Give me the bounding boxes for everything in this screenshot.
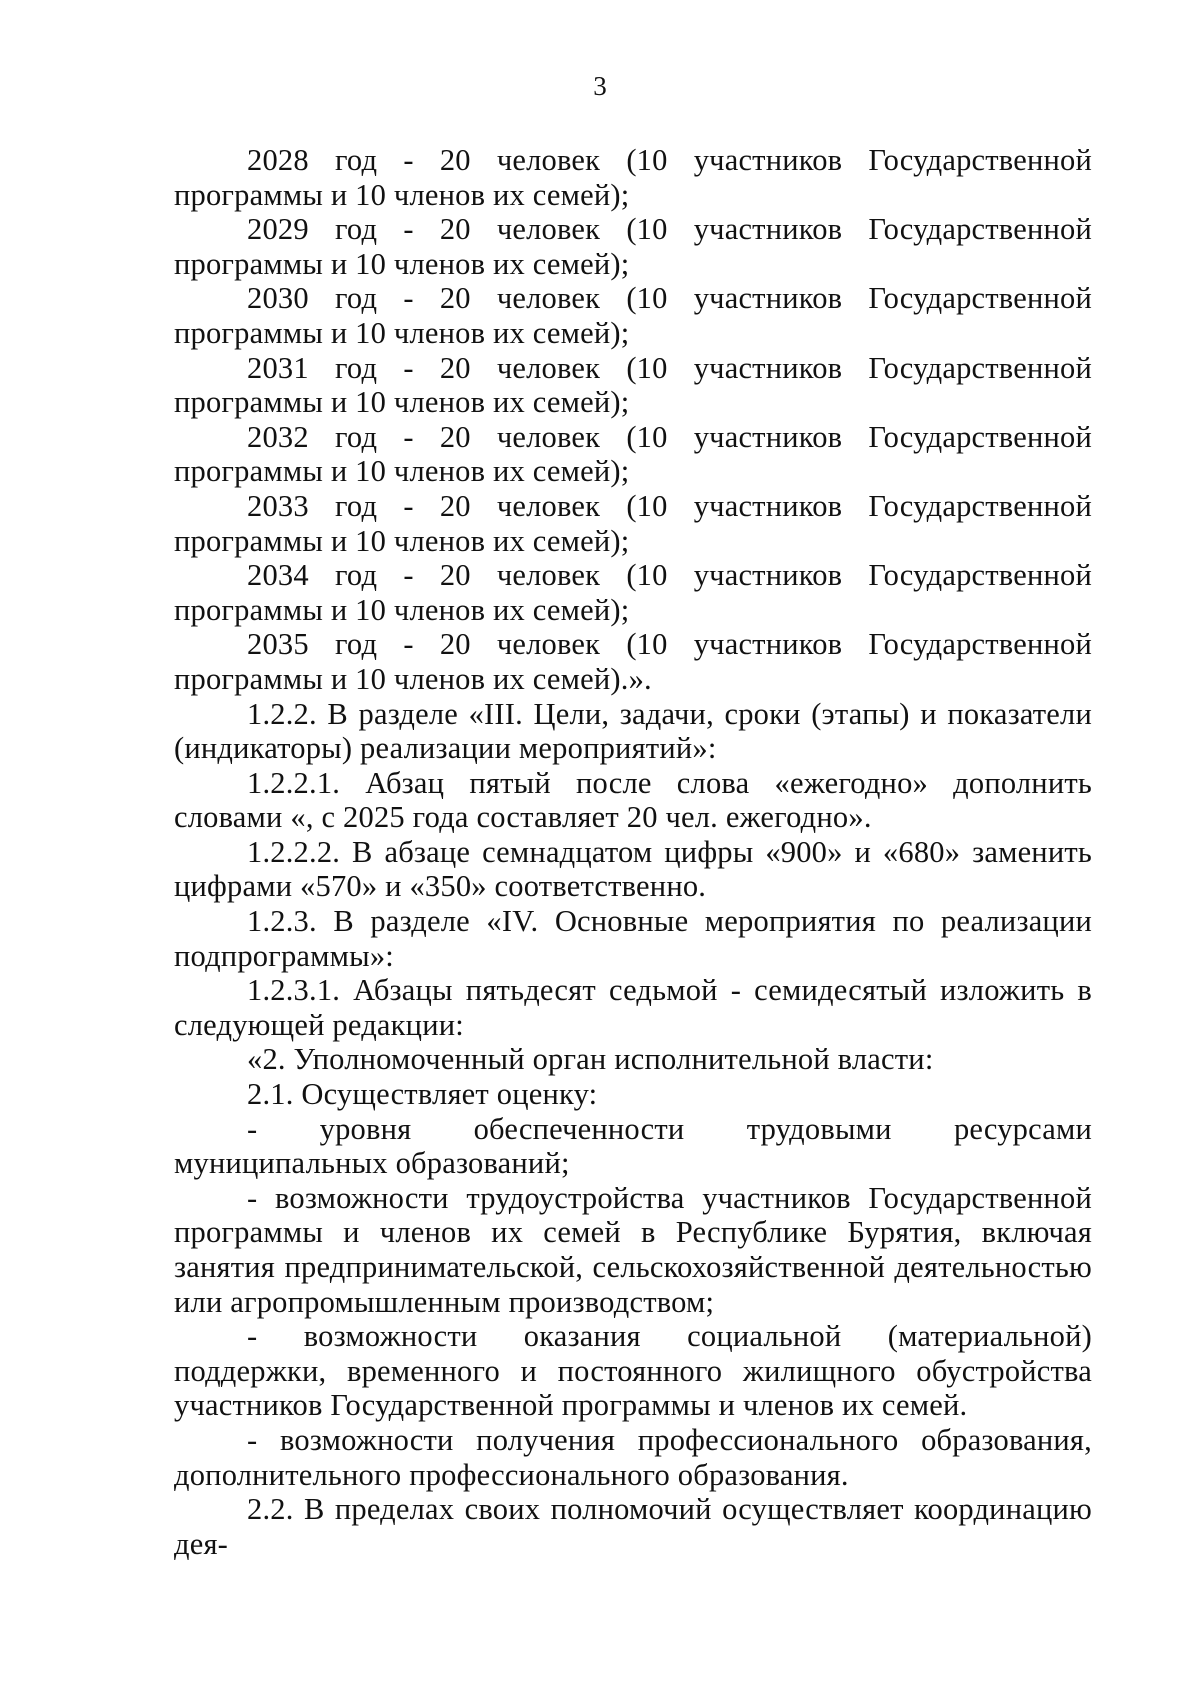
list-item-education: - возможности получения профессионального образования, дополнительного профессионального образования. — [174, 1422, 1092, 1492]
paragraph-year-2031: 2031 год - 20 человек (10 участников Государственной программы и 10 членов их семей); — [174, 350, 1092, 420]
list-item-labor-resources: - уровня обеспеченности трудовыми ресурсами муниципальных образований; — [174, 1111, 1092, 1181]
paragraph-1-2-2-1: 1.2.2.1. Абзац пятый после слова «ежегодно» дополнить словами «, с 2025 года составляет 20 чел. ежегодно». — [174, 765, 1092, 835]
paragraph-1-2-2-2: 1.2.2.2. В абзаце семнадцатом цифры «900» и «680» заменить цифрами «570» и «350» соответственно. — [174, 834, 1092, 904]
paragraph-1-2-3-1: 1.2.3.1. Абзацы пятьдесят седьмой - семидесятый изложить в следующей редакции: — [174, 973, 1092, 1042]
list-item-social-support: - возможности оказания социальной (материальной) поддержки, временного и постоянного жилищного обустройства участников Государственной программы и членов их семей. — [174, 1319, 1092, 1423]
paragraph-year-2029: 2029 год - 20 человек (10 участников Государственной программы и 10 членов их семей); — [174, 212, 1092, 281]
paragraph-year-2033: 2033 год - 20 человек (10 участников Государственной программы и 10 членов их семей); — [174, 488, 1092, 558]
paragraph-year-2030: 2030 год - 20 человек (10 участников Государственной программы и 10 членов их семей); — [174, 281, 1092, 350]
paragraph-item-2-2: 2.2. В пределах своих полномочий осуществляет координацию дея- — [174, 1492, 1092, 1561]
paragraph-year-2035: 2035 год - 20 человек (10 участников Государственной программы и 10 членов их семей).». — [174, 627, 1092, 696]
list-item-employment: - возможности трудоустройства участников Государственной программы и членов их семей в Республике Бурятия, включая занятия предпринимательской, сельскохозяйственной деятельностью или агропромышленным производством; — [174, 1180, 1092, 1319]
paragraph-year-2032: 2032 год - 20 человек (10 участников Государственной программы и 10 членов их семей); — [174, 419, 1092, 489]
paragraph-1-2-3: 1.2.3. В разделе «IV. Основные мероприятия по реализации подпрограммы»: — [174, 904, 1092, 973]
paragraph-year-2028: 2028 год - 20 человек (10 участников Государственной программы и 10 членов их семей); — [174, 143, 1092, 212]
page-number: 3 — [593, 71, 607, 101]
paragraph-item-2: «2. Уполномоченный орган исполнительной власти: — [247, 1042, 934, 1077]
paragraph-year-2034: 2034 год - 20 человек (10 участников Государственной программы и 10 членов их семей); — [174, 558, 1092, 627]
paragraph-item-2-1: 2.1. Осуществляет оценку: — [247, 1077, 598, 1112]
document-body — [174, 143, 1092, 1561]
paragraph-1-2-2: 1.2.2. В разделе «III. Цели, задачи, сроки (этапы) и показатели (индикаторы) реализации мероприятий»: — [174, 696, 1092, 766]
